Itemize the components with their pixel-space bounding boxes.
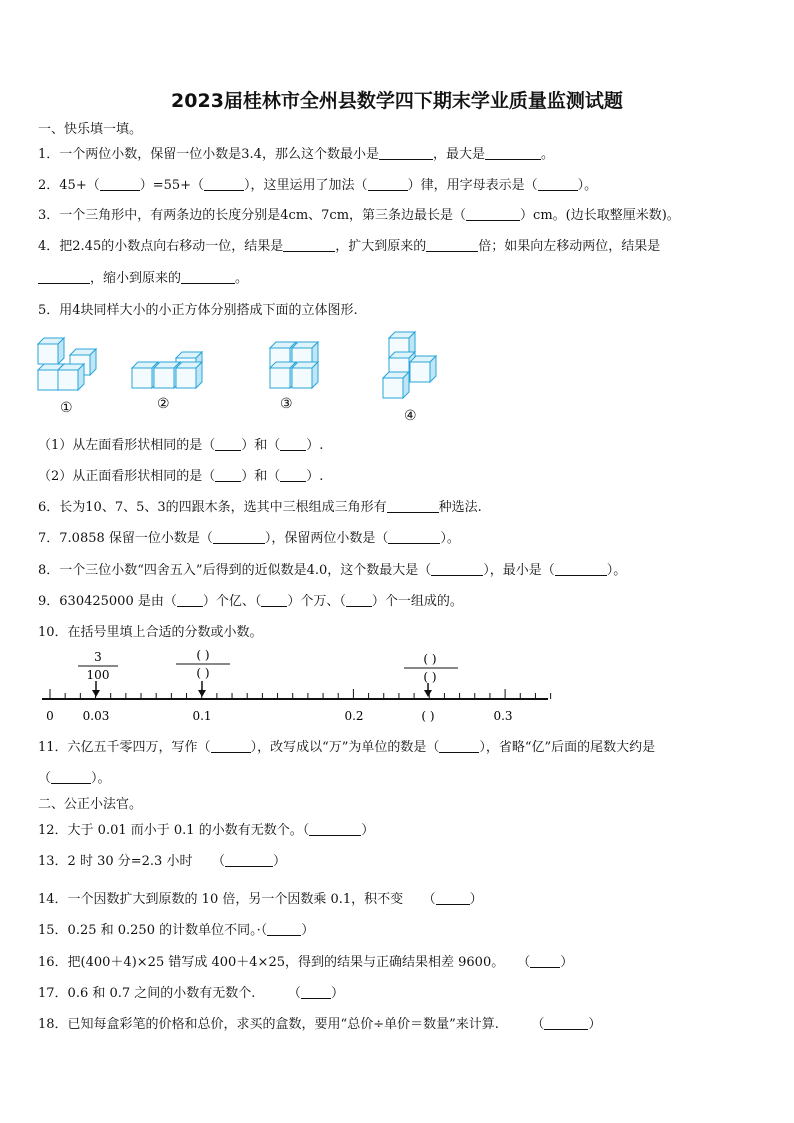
answer-blank[interactable] — [280, 437, 306, 451]
arrow-down-icon — [198, 681, 206, 697]
q-number: 13． — [38, 854, 68, 869]
question-6 — [38, 499, 482, 517]
q-number: 17． — [38, 986, 68, 1001]
answer-blank[interactable] — [436, 891, 470, 905]
answer-blank[interactable] — [387, 499, 439, 513]
figure-3-label: ③ — [280, 396, 293, 412]
q-text: 种选法. — [438, 500, 482, 515]
q-number: 15． — [38, 923, 68, 938]
q-text: 。 — [235, 271, 249, 286]
question-9 — [38, 593, 463, 611]
q-number: 3． — [38, 208, 60, 223]
q-text: ）和（ — [241, 438, 281, 453]
q-text: （1）从左面看形状相同的是（ — [38, 438, 216, 453]
q-text: ），改写成以“万”为单位的数是（ — [250, 740, 440, 755]
q-text: 把2.45的小数点向右移动一位，结果是 — [59, 239, 284, 254]
q-text: ，缩小到原来的 — [90, 271, 182, 286]
blank-fraction-bottom[interactable]: ( ) — [196, 666, 210, 680]
question-18 — [38, 1016, 601, 1034]
figure-2-label: ② — [157, 396, 170, 412]
q-text: ）和（ — [241, 469, 281, 484]
tick-label: 0.03 — [82, 709, 110, 723]
q-text: 。 — [540, 147, 554, 162]
q-text: 一个三角形中，有两条边的长度分别是4cm、7cm，第三条边最长是（ — [59, 208, 467, 223]
q-text: 0.6 和 0.7 之间的小数有无数个. （ — [67, 986, 301, 1001]
question-7 — [38, 530, 460, 548]
q-number: 7． — [38, 531, 60, 546]
q-text: 2 时 30 分=2.3 小时 （ — [67, 854, 225, 869]
q-number: 9． — [38, 594, 60, 609]
q-text: ） — [361, 823, 375, 838]
question-14 — [38, 891, 483, 909]
q-text: ）个一组成的。 — [371, 594, 463, 609]
figure-2 — [132, 352, 202, 388]
figure-4 — [383, 332, 436, 398]
q-text: 一个三位小数“四舍五入”后得到的近似数是4.0，这个数最大是（ — [59, 563, 432, 578]
q-text: 把(400＋4)×25 错写成 400＋4×25，得到的结果与正确结果相差 9600。 （ — [67, 955, 531, 970]
question-16 — [38, 954, 573, 972]
answer-blank[interactable] — [544, 1016, 588, 1030]
q-text: ）个万、（ — [287, 594, 346, 609]
section-2-heading: 二、公正小法官。 — [38, 797, 143, 812]
q-text: ） — [272, 854, 286, 869]
answer-blank[interactable] — [439, 739, 479, 753]
arrow-down-icon — [424, 683, 432, 697]
q-text: 7.0858 保留一位小数是（ — [59, 531, 213, 546]
answer-blank[interactable] — [280, 468, 306, 482]
tick-label: 0.1 — [192, 709, 212, 723]
q-text: ，最大是 — [432, 147, 485, 162]
q-number: 16． — [38, 955, 68, 970]
q-text: 0.25 和 0.250 的计数单位不同。·（ — [67, 923, 268, 938]
answer-blank[interactable] — [309, 822, 361, 836]
tick-label: 0 — [46, 709, 54, 723]
answer-blank[interactable] — [346, 593, 372, 607]
q-number: 8． — [38, 563, 60, 578]
q-text: 一个因数扩大到原数的 10 倍，另一个因数乘 0.1，积不变 （ — [67, 892, 436, 907]
q-text: 在括号里填上合适的分数或小数。 — [67, 625, 263, 640]
q-text: ） — [588, 1017, 602, 1032]
q-text: 630425000 是由（ — [59, 594, 177, 609]
answer-blank[interactable] — [225, 853, 273, 867]
figure-1 — [38, 338, 96, 390]
q-text: 45+（ — [59, 178, 100, 193]
number-line-ticks — [50, 689, 551, 699]
q-text: ），保留两位小数是（ — [264, 531, 389, 546]
answer-blank[interactable] — [301, 985, 331, 999]
answer-blank[interactable] — [215, 468, 241, 482]
page-title: 2023届桂林市全州县数学四下期末学业质量监测试题 — [171, 90, 623, 112]
question-5-part-2 — [38, 468, 323, 486]
q-text: 六亿五千零四万，写作（ — [67, 740, 211, 755]
q-text: ） — [469, 892, 483, 907]
answer-blank[interactable] — [530, 954, 560, 968]
q-number: 6． — [38, 500, 60, 515]
q-number: 18． — [38, 1017, 68, 1032]
q-text: 长为10、7、5、3的四跟木条，选其中三根组成三角形有 — [59, 500, 387, 515]
q-text: 已知每盒彩笔的价格和总价，求买的盒数，要用“总价÷单价＝数量”来计算. （ — [67, 1017, 545, 1032]
q-text: ） — [330, 986, 344, 1001]
q-text: 用4块同样大小的小正方体分别搭成下面的立体图形. — [59, 303, 358, 318]
q-number: 12． — [38, 823, 68, 838]
q-text: ） — [301, 923, 315, 938]
answer-blank[interactable] — [267, 922, 301, 936]
q-text: 倍；如果向左移动两位，结果是 — [478, 239, 661, 254]
answer-blank[interactable] — [261, 593, 287, 607]
blank-fraction-top[interactable]: ( ) — [423, 652, 437, 666]
question-11-cont: （ ）。 — [38, 771, 111, 786]
q-text: ），省略“亿”后面的尾数大约是 — [479, 740, 656, 755]
q-number: 4． — [38, 239, 60, 254]
fraction-denominator: 100 — [86, 668, 110, 682]
q-number: 2． — [38, 178, 60, 193]
q-text: ）=55+（ — [139, 178, 205, 193]
q-text: ） — [560, 955, 574, 970]
question-11 — [38, 739, 655, 757]
tick-label[interactable]: ( ) — [421, 709, 435, 723]
q-text: ）。 — [606, 563, 627, 578]
answer-blank[interactable] — [51, 770, 91, 784]
blank-fraction-bottom[interactable]: ( ) — [423, 670, 437, 684]
q-text: ）。 — [440, 531, 460, 546]
answer-blank[interactable] — [388, 530, 440, 544]
question-12 — [38, 822, 374, 840]
fraction-numerator: 3 — [94, 650, 102, 664]
q-text: ）律，用字母表示是（ — [407, 178, 538, 193]
tick-label: 0.2 — [344, 709, 364, 723]
q-text: ）. — [306, 438, 324, 453]
q-number: 1． — [38, 147, 60, 162]
q-number: 11． — [38, 740, 68, 755]
q-text: ）。 — [577, 178, 598, 193]
q-number: 10． — [38, 625, 68, 640]
cube-figures — [0, 0, 794, 430]
q-text: ）个亿、（ — [202, 594, 262, 609]
answer-blank[interactable] — [211, 739, 251, 753]
arrow-down-icon — [92, 681, 100, 697]
q-text: 大于 0.01 而小于 0.1 的小数有无数个。（ — [67, 823, 310, 838]
answer-blank[interactable] — [431, 562, 483, 576]
q-text: ），这里运用了加法（ — [244, 178, 368, 193]
figure-3 — [270, 342, 318, 388]
q-number: 14． — [38, 892, 68, 907]
q-text: ，扩大到原来的 — [335, 239, 427, 254]
answer-blank[interactable] — [555, 562, 607, 576]
number-line — [0, 645, 794, 725]
q-text: （2）从正面看形状相同的是（ — [38, 469, 216, 484]
figure-1-label: ① — [60, 400, 73, 416]
question-8 — [38, 562, 626, 580]
question-13 — [38, 853, 286, 871]
q-text: ），最小是（ — [483, 563, 555, 578]
q-text: 一个两位小数，保留一位小数是3.4，那么这个数最小是 — [59, 147, 379, 162]
answer-blank[interactable] — [213, 530, 265, 544]
question-10 — [38, 624, 263, 642]
section-1-heading: 一、快乐填一填。 — [38, 122, 143, 137]
figure-4-label: ④ — [404, 408, 417, 424]
blank-fraction-top[interactable]: ( ) — [196, 648, 210, 662]
q-text: ）. — [306, 469, 324, 484]
answer-blank[interactable] — [177, 593, 203, 607]
tick-label: 0.3 — [493, 709, 513, 723]
answer-blank[interactable] — [215, 437, 241, 451]
question-17 — [38, 985, 344, 1003]
question-15 — [38, 922, 314, 940]
question-5-part-1 — [38, 437, 323, 455]
q-text: ）cm。(边长取整厘米数)。 — [520, 208, 680, 223]
q-number: 5． — [38, 303, 60, 318]
